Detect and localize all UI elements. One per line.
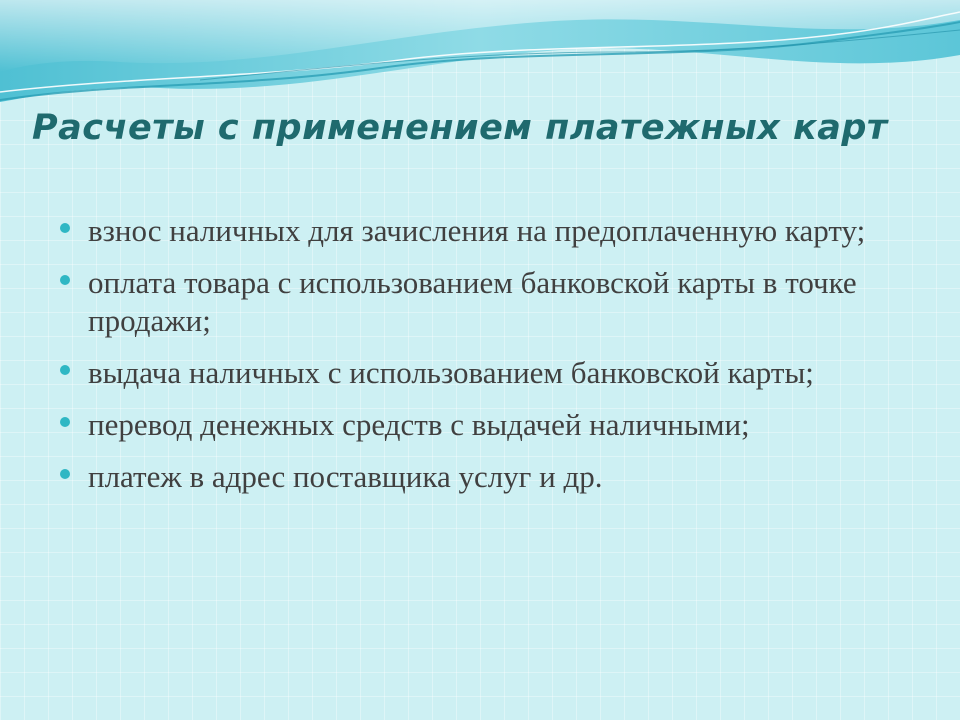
list-item-text: оплата товара с использованием банковской карты в точке продажи; <box>88 265 857 338</box>
bullet-dot-icon <box>60 275 70 285</box>
list-item <box>60 212 920 250</box>
bullet-dot-icon <box>60 469 70 479</box>
list-item <box>60 354 920 392</box>
list-item-text: перевод денежных средств с выдачей наличными; <box>88 407 750 442</box>
bullet-dot-icon <box>60 223 70 233</box>
bullet-dot-icon <box>60 365 70 375</box>
slide-title: Расчеты с применением платежных карт <box>32 108 888 148</box>
list-item-text: платеж в адрес поставщика услуг и др. <box>88 459 603 494</box>
list-item-text: взнос наличных для зачисления на предоплаченную карту; <box>88 213 866 248</box>
list-item <box>60 458 920 496</box>
list-item-text: выдача наличных с использованием банковской карты; <box>88 355 814 390</box>
bullet-dot-icon <box>60 417 70 427</box>
list-item <box>60 406 920 444</box>
wave-header-decoration <box>0 0 960 120</box>
bullet-list <box>60 212 920 510</box>
list-item <box>60 264 920 340</box>
